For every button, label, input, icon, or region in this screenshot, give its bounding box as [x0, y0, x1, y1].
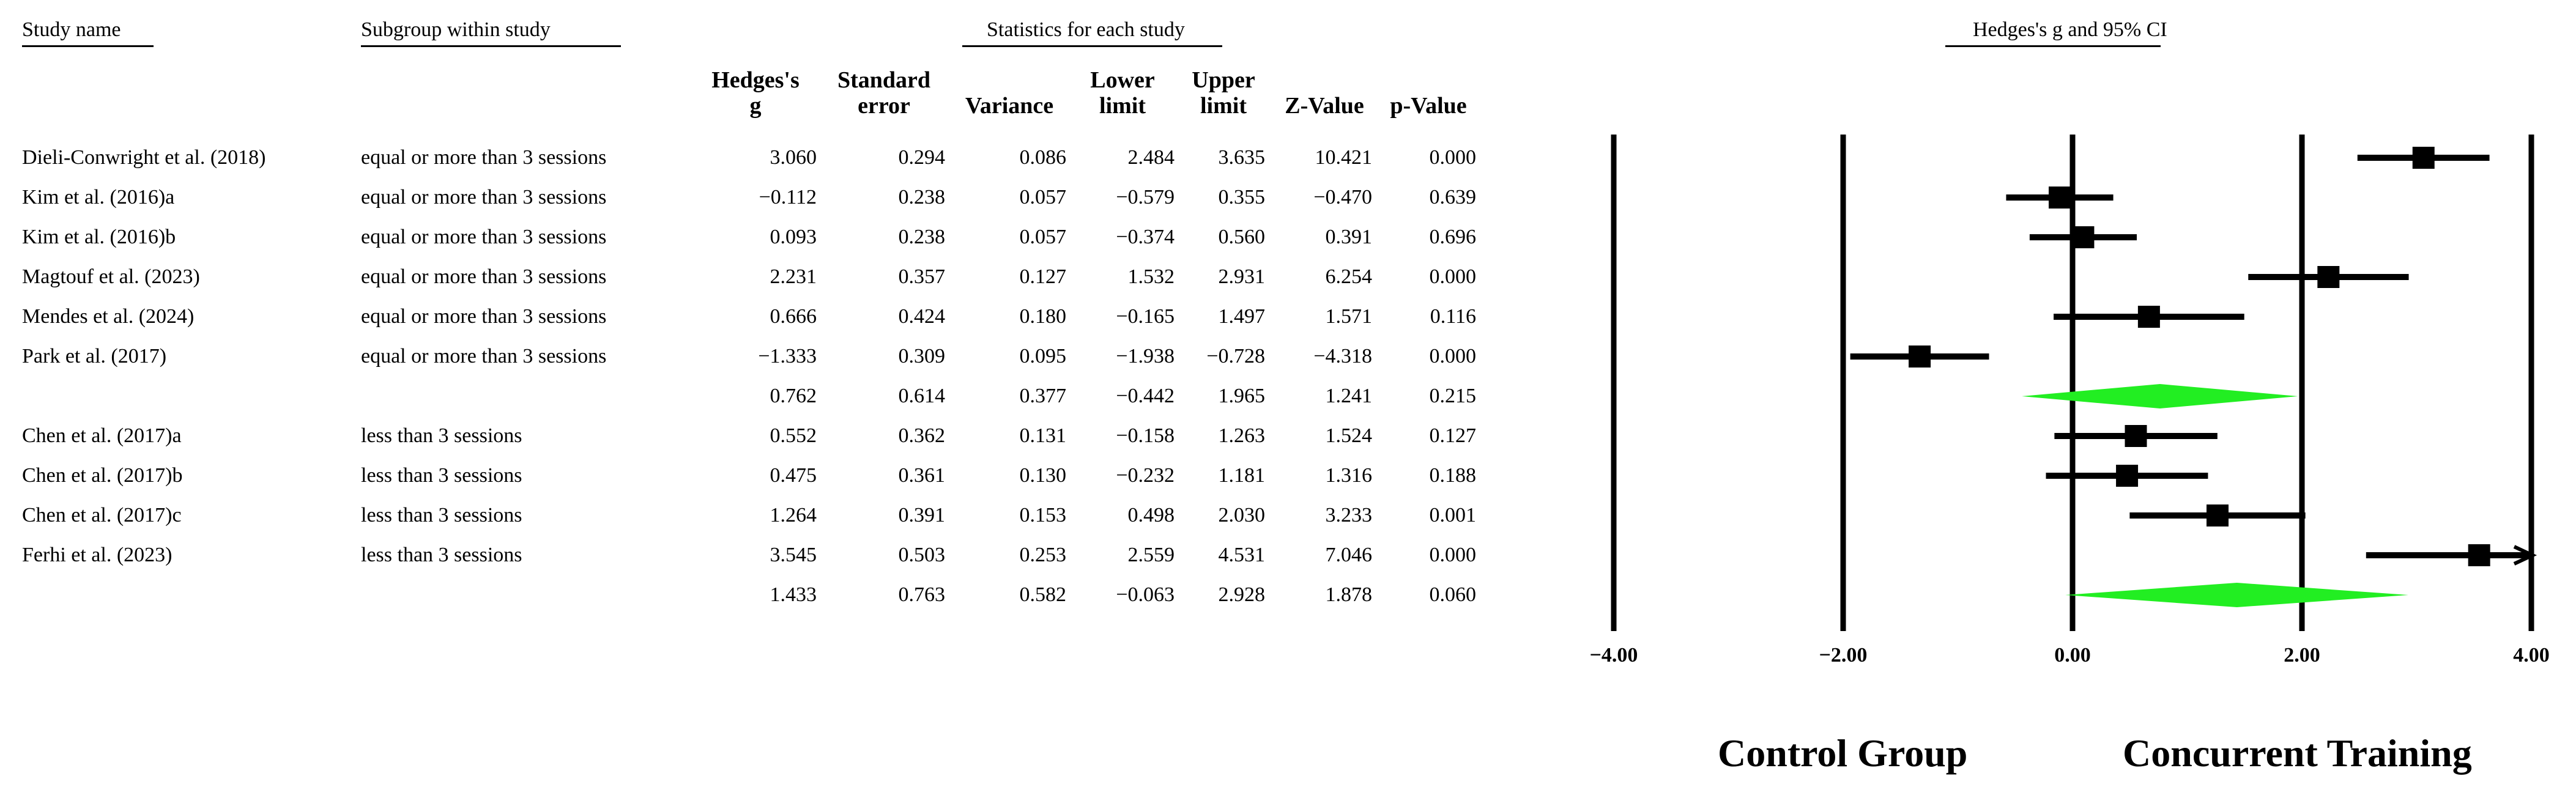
hedges-g-cell: 2.231	[770, 265, 817, 288]
subgroup-cell: less than 3 sessions	[361, 544, 522, 566]
p-value-cell: 0.127	[1429, 424, 1476, 447]
subgroup-cell: less than 3 sessions	[361, 464, 522, 487]
upper-limit-cell: 2.931	[1218, 265, 1265, 288]
col-z-value: Z-Value	[1285, 93, 1364, 119]
upper-limit-cell: 1.181	[1218, 464, 1265, 487]
z-value-cell: 10.421	[1315, 146, 1372, 169]
standard-error-cell: 0.309	[898, 345, 945, 368]
upper-limit-cell: 1.497	[1218, 305, 1265, 328]
study-name-cell: Kim et al. (2016)a	[22, 186, 175, 209]
effect-marker	[2207, 504, 2229, 526]
effect-marker	[2072, 226, 2094, 248]
p-value-cell: 0.060	[1429, 583, 1476, 606]
p-value-cell: 0.000	[1429, 544, 1476, 566]
lower-limit-cell: 1.532	[1127, 265, 1175, 288]
upper-limit-cell: 2.928	[1218, 583, 1265, 606]
z-value-cell: 0.391	[1325, 226, 1372, 248]
p-value-cell: 0.116	[1430, 305, 1476, 328]
z-value-cell: 6.254	[1325, 265, 1372, 288]
study-name-cell: Chen et al. (2017)a	[22, 424, 182, 447]
upper-limit-cell: −0.728	[1206, 345, 1265, 368]
hedges-g-cell: 0.093	[770, 226, 817, 248]
upper-limit-cell: 2.030	[1218, 504, 1265, 526]
col-variance: Variance	[965, 93, 1054, 119]
upper-limit-cell: 3.635	[1218, 146, 1265, 169]
lower-limit-cell: −0.232	[1116, 464, 1175, 487]
col-standard-error: Standard error	[837, 67, 931, 119]
control-group-label: Control Group	[1718, 731, 1968, 775]
z-value-cell: −4.318	[1313, 345, 1372, 368]
standard-error-cell: 0.424	[898, 305, 945, 328]
variance-cell: 0.057	[1019, 226, 1066, 248]
study-name-cell: Park et al. (2017)	[22, 345, 167, 368]
upper-limit-cell: 1.263	[1218, 424, 1265, 447]
variance-cell: 0.377	[1019, 385, 1066, 407]
variance-cell: 0.086	[1019, 146, 1066, 169]
hedges-g-cell: 3.060	[770, 146, 817, 169]
upper-limit-cell: 4.531	[1218, 544, 1265, 566]
z-value-cell: 3.233	[1325, 504, 1372, 526]
variance-cell: 0.180	[1019, 305, 1066, 328]
effect-marker	[2138, 306, 2160, 328]
p-value-cell: 0.000	[1429, 345, 1476, 368]
effect-marker	[2125, 425, 2147, 447]
subgroup-cell: equal or more than 3 sessions	[361, 305, 607, 328]
study-name-cell: Ferhi et al. (2023)	[22, 544, 173, 566]
variance-cell: 0.131	[1019, 424, 1066, 447]
variance-cell: 0.127	[1019, 265, 1066, 288]
standard-error-cell: 0.503	[898, 544, 945, 566]
hedges-g-cell: −0.112	[759, 186, 817, 209]
p-value-cell: 0.000	[1429, 146, 1476, 169]
x-tick-label: 2.00	[2284, 644, 2320, 667]
p-value-cell: 0.215	[1429, 385, 1476, 407]
hedges-g-cell: 0.762	[770, 385, 817, 407]
summary-diamond	[2065, 583, 2408, 607]
lower-limit-cell: 2.484	[1127, 146, 1175, 169]
study-name-cell: Chen et al. (2017)b	[22, 464, 183, 487]
p-value-cell: 0.696	[1429, 226, 1476, 248]
lower-limit-cell: −0.579	[1116, 186, 1175, 209]
effect-marker	[1909, 345, 1931, 368]
hedges-g-cell: 3.545	[770, 544, 817, 566]
variance-cell: 0.095	[1019, 345, 1066, 368]
standard-error-cell: 0.238	[898, 186, 945, 209]
x-tick-label: 0.00	[2054, 644, 2091, 667]
col-hedges-g: Hedges's g	[711, 67, 800, 119]
variance-cell: 0.130	[1019, 464, 1066, 487]
x-tick-label: 4.00	[2513, 644, 2550, 667]
lower-limit-cell: −1.938	[1116, 345, 1175, 368]
hedges-g-cell: 0.666	[770, 305, 817, 328]
effect-marker	[2468, 544, 2490, 566]
subgroup-cell: equal or more than 3 sessions	[361, 265, 607, 288]
z-value-cell: 7.046	[1325, 544, 1372, 566]
study-name-cell: Kim et al. (2016)b	[22, 226, 176, 248]
study-name-header: Study name	[22, 18, 121, 41]
p-value-cell: 0.000	[1429, 265, 1476, 288]
p-value-cell: 0.639	[1429, 186, 1476, 209]
lower-limit-cell: −0.442	[1116, 385, 1175, 407]
subgroup-cell: equal or more than 3 sessions	[361, 345, 607, 368]
p-value-cell: 0.188	[1429, 464, 1476, 487]
variance-cell: 0.153	[1019, 504, 1066, 526]
subgroup-cell: equal or more than 3 sessions	[361, 186, 607, 209]
hedges-g-cell: 1.264	[770, 504, 817, 526]
standard-error-cell: 0.362	[898, 424, 945, 447]
col-p-value: p-Value	[1390, 93, 1467, 119]
standard-error-cell: 0.357	[898, 265, 945, 288]
standard-error-cell: 0.391	[898, 504, 945, 526]
upper-limit-cell: 0.355	[1218, 186, 1265, 209]
standard-error-cell: 0.294	[898, 146, 945, 169]
lower-limit-cell: −0.158	[1116, 424, 1175, 447]
z-value-cell: 1.316	[1325, 464, 1372, 487]
effect-marker	[2317, 266, 2339, 288]
effect-marker	[2116, 465, 2138, 487]
lower-limit-cell: −0.063	[1116, 583, 1175, 606]
variance-cell: 0.253	[1019, 544, 1066, 566]
lower-limit-cell: 0.498	[1127, 504, 1175, 526]
x-tick-label: −2.00	[1819, 644, 1868, 667]
concurrent-training-label: Concurrent Training	[2123, 731, 2472, 775]
statistics-header: Statistics for each study	[987, 18, 1185, 41]
z-value-cell: 1.241	[1325, 385, 1372, 407]
upper-limit-cell: 1.965	[1218, 385, 1265, 407]
lower-limit-cell: −0.374	[1116, 226, 1175, 248]
study-name-cell: Chen et al. (2017)c	[22, 504, 182, 526]
hedges-g-cell: 0.475	[770, 464, 817, 487]
upper-limit-cell: 0.560	[1218, 226, 1265, 248]
z-value-cell: 1.524	[1325, 424, 1372, 447]
p-value-cell: 0.001	[1429, 504, 1476, 526]
lower-limit-cell: 2.559	[1127, 544, 1175, 566]
variance-cell: 0.582	[1019, 583, 1066, 606]
hedges-g-cell: 0.552	[770, 424, 817, 447]
x-tick-label: −4.00	[1589, 644, 1638, 667]
z-value-cell: −0.470	[1313, 186, 1372, 209]
lower-limit-cell: −0.165	[1116, 305, 1175, 328]
col-upper-limit: Upper limit	[1192, 67, 1255, 119]
subgroup-header: Subgroup within study	[361, 18, 551, 41]
subgroup-cell: less than 3 sessions	[361, 504, 522, 526]
z-value-cell: 1.571	[1325, 305, 1372, 328]
hedges-g-cell: −1.333	[758, 345, 817, 368]
study-name-cell: Mendes et al. (2024)	[22, 305, 195, 328]
z-value-cell: 1.878	[1325, 583, 1372, 606]
study-name-cell: Dieli-Conwright et al. (2018)	[22, 146, 266, 169]
standard-error-cell: 0.614	[898, 385, 945, 407]
subgroup-cell: equal or more than 3 sessions	[361, 146, 607, 169]
study-name-cell: Magtouf et al. (2023)	[22, 265, 200, 288]
standard-error-cell: 0.361	[898, 464, 945, 487]
summary-diamond	[2022, 384, 2298, 408]
variance-cell: 0.057	[1019, 186, 1066, 209]
col-lower-limit: Lower limit	[1090, 67, 1155, 119]
standard-error-cell: 0.763	[898, 583, 945, 606]
hedges-g-cell: 1.433	[770, 583, 817, 606]
subgroup-cell: less than 3 sessions	[361, 424, 522, 447]
subgroup-cell: equal or more than 3 sessions	[361, 226, 607, 248]
effect-marker	[2049, 187, 2071, 209]
plot-header: Hedges's g and 95% CI	[1973, 18, 2167, 41]
standard-error-cell: 0.238	[898, 226, 945, 248]
effect-marker	[2413, 147, 2435, 169]
